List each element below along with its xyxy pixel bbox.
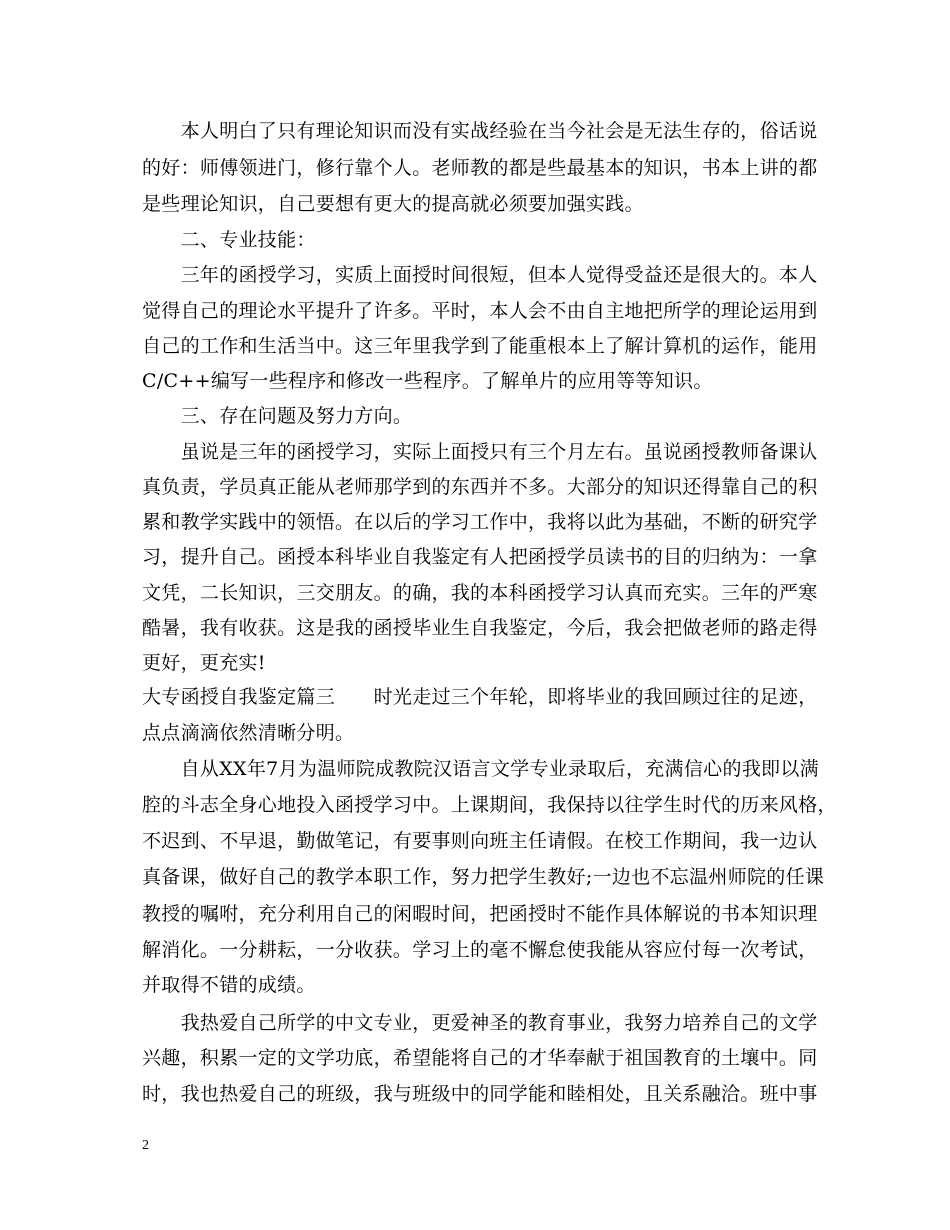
text-line: 教授的嘱咐，充分利用自己的闲暇时间，把函授时不能作具体解说的书本知识理 [142, 903, 818, 925]
text-line: 是些理论知识，自己要想有更大的提高就必须要加强实践。 [142, 193, 644, 215]
text-line: 累和教学实践中的领悟。在以后的学习工作中，我将以此为基础，不断的研究学 [142, 511, 818, 533]
text-line: 觉得自己的理论水平提升了许多。平时，本人会不由自主地把所学的理论运用到 [142, 300, 818, 322]
text-line: 的好：师傅领进门，修行靠个人。老师教的都是些最基本的知识，书本上讲的都 [142, 157, 818, 179]
text-line: C/C++编写一些程序和修改一些程序。了解单片的应用等等知识。 [142, 370, 713, 392]
text-line: 解消化。一分耕耘，一分收获。学习上的毫不懈怠使我能从容应付每一次考试， [142, 939, 818, 961]
text-line: 更好，更充实! [142, 652, 266, 674]
section-heading-line: 大专函授自我鉴定篇三 时光走过三个年轮，即将毕业的我回顾过往的足迹， [142, 686, 818, 708]
page-number: 2 [142, 1138, 149, 1153]
text-line: 真负责，学员真正能从老师那学到的东西并不多。大部分的知识还得靠自己的积 [142, 476, 818, 498]
text-line: 本人明白了只有理论知识而没有实战经验在当今社会是无法生存的，俗话说 [142, 120, 818, 142]
text-line: 我热爱自己所学的中文专业，更爱神圣的教育事业，我努力培养自己的文学 [142, 1012, 818, 1034]
text-line: 并取得不错的成绩。 [142, 974, 316, 996]
text-line: 兴趣，积累一定的文学功底，希望能将自己的才华奉献于祖国教育的土壤中。同 [142, 1047, 818, 1069]
text-line: 虽说是三年的函授学习，实际上面授只有三个月左右。虽说函授教师备课认 [142, 441, 818, 463]
text-line: 自从XX年7月为温师院成教院汉语言文学专业录取后，充满信心的我即以满 [142, 758, 819, 780]
text-line: 习，提升自己。函授本科毕业自我鉴定有人把函授学员读书的目的归纳为：一拿 [142, 546, 818, 568]
text-line: 不迟到、不早退，勤做笔记，有要事则向班主任请假。在校工作期间，我一边认 [142, 830, 818, 852]
text-line: 真备课，做好自己的教学本职工作，努力把学生教好;一边也不忘温州师院的任课 [142, 866, 825, 888]
text-line: 点点滴滴依然清晰分明。 [142, 722, 355, 744]
text-line: 二、专业技能： [142, 229, 316, 251]
text-line: 三、存在问题及努力方向。 [142, 405, 413, 427]
text-line: 酷暑，我有收获。这是我的函授毕业生自我鉴定，今后，我会把做老师的路走得 [142, 617, 818, 639]
text-line: 文凭，二长知识，三交朋友。的确，我的本科函授学习认真而充实。三年的严寒 [142, 582, 818, 604]
text-line: 腔的斗志全身心地投入函授学习中。上课期间，我保持以往学生时代的历来风格， [142, 794, 837, 816]
text-line: 时，我也热爱自己的班级，我与班级中的同学能和睦相处，且关系融洽。班中事 [142, 1083, 818, 1105]
text-line: 三年的函授学习，实质上面授时间很短，但本人觉得受益还是很大的。本人 [142, 264, 818, 286]
text-line: 自己的工作和生活当中。这三年里我学到了能重根本上了解计算机的运作，能用 [142, 335, 818, 357]
